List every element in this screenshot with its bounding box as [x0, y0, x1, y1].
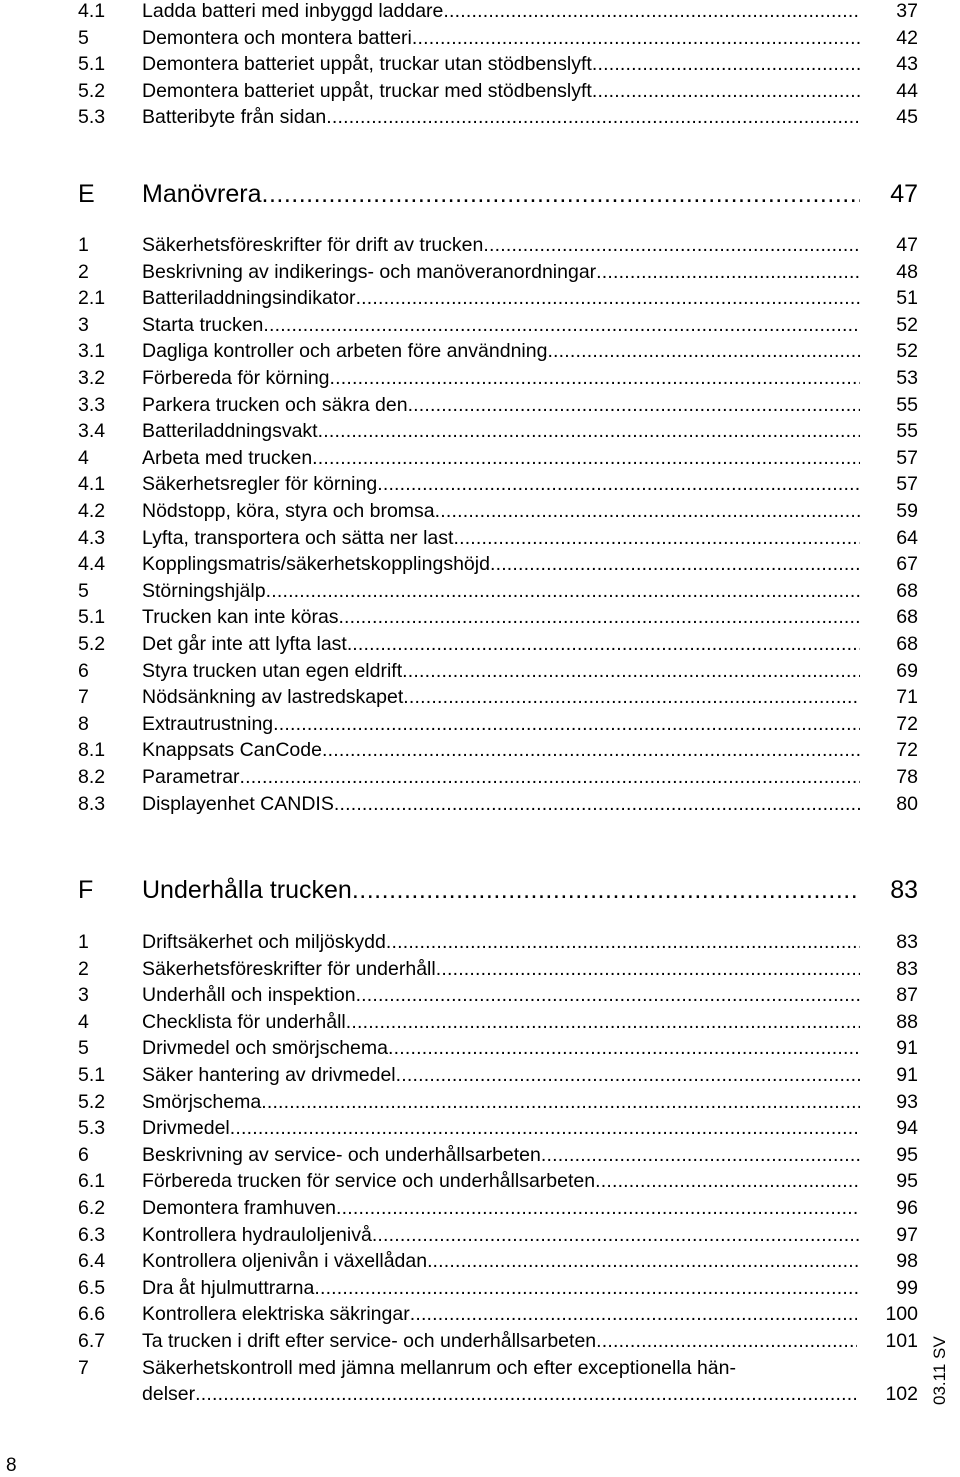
toc-entry-page: 96	[896, 1197, 918, 1219]
toc-entry-title-leader	[142, 1301, 857, 1327]
toc-entry[interactable]	[78, 1381, 918, 1407]
toc-entry[interactable]	[78, 1222, 918, 1248]
toc-entry[interactable]	[78, 929, 918, 955]
toc-entry-title: Ladda batteri med inbyggd laddare	[142, 0, 444, 22]
toc-entry-number: 8.2	[78, 766, 106, 788]
toc-entry-number: 5	[78, 1037, 89, 1060]
toc-entry-title-leader	[142, 25, 860, 51]
toc-entry-title: Dra åt hjulmuttrarna	[142, 1276, 315, 1299]
toc-entry[interactable]	[78, 1275, 918, 1301]
toc-entry-number: 7	[78, 1356, 89, 1379]
toc-entry-page: 51	[896, 287, 918, 310]
toc-entry-number: 8	[78, 712, 89, 735]
toc-entry-page: 45	[896, 106, 918, 129]
toc-entry-number: 4.4	[78, 553, 106, 576]
toc-entry[interactable]	[78, 1248, 918, 1274]
toc-entry-page: 93	[896, 1090, 918, 1113]
toc-entry-number: 4.1	[78, 0, 106, 22]
toc-entry-title-leader	[142, 471, 860, 497]
toc-entry-number: 4	[78, 446, 89, 469]
page-number: 8	[6, 1455, 17, 1476]
toc-entry[interactable]	[78, 259, 918, 285]
toc-entry-title: Underhåll och inspektion	[142, 984, 356, 1007]
toc-section-heading[interactable]	[78, 873, 918, 907]
toc-entry[interactable]	[78, 791, 918, 817]
toc-entry-page: 64	[896, 526, 918, 549]
toc-entry[interactable]	[78, 338, 918, 364]
toc-entry-page: 57	[896, 446, 918, 469]
toc-entry[interactable]	[78, 1168, 918, 1194]
toc-entry[interactable]	[78, 1115, 918, 1141]
toc-entry-title-leader	[142, 1381, 857, 1407]
toc-entry-number: 3.4	[78, 420, 106, 443]
toc-entry-title: delser	[142, 1383, 196, 1406]
toc-entry-page: 91	[896, 1037, 918, 1060]
toc-entry-number: 4.1	[78, 473, 106, 496]
toc-entry-page: 48	[896, 260, 918, 283]
toc-entry-page: 47	[896, 234, 918, 256]
toc-entry-number: 5.2	[78, 633, 106, 655]
toc-entry-title-leader	[142, 764, 860, 790]
toc-entry-page: 80	[896, 792, 918, 815]
toc-entry-page: 95	[896, 1143, 918, 1166]
toc-entry-title: Batteriladdningsindikator	[142, 287, 356, 310]
toc-entry-number: E	[78, 180, 95, 208]
toc-entry[interactable]	[78, 1355, 918, 1381]
toc-entry-title: Smörjschema	[142, 1090, 262, 1113]
toc-entry[interactable]	[78, 285, 918, 311]
toc-entry-title: Drivmedel	[142, 1117, 230, 1140]
toc-entry-page: 99	[896, 1276, 918, 1299]
toc-entry-page: 68	[896, 633, 918, 655]
toc-entry-page: 83	[896, 931, 918, 953]
toc-entry[interactable]	[78, 737, 918, 763]
toc-entry-number: 5.1	[78, 606, 106, 629]
toc-entry-title: Beskrivning av indikerings- och manöveranordningar	[142, 260, 597, 283]
toc-entry-number: 6	[78, 1143, 89, 1166]
toc-entry[interactable]	[78, 684, 918, 710]
toc-entry-title: Batteribyte från sidan	[142, 106, 327, 129]
toc-entry-number: 3	[78, 313, 89, 336]
toc-entry-title-leader	[142, 1115, 860, 1141]
toc-entry[interactable]	[78, 25, 918, 51]
toc-entry-title: Starta trucken	[142, 313, 264, 336]
toc-entry-page: 95	[896, 1170, 918, 1193]
toc-entry[interactable]	[78, 1328, 918, 1354]
toc-entry-number: 3.3	[78, 393, 106, 416]
toc-entry-title: Nödstopp, köra, styra och bromsa	[142, 500, 435, 522]
toc-entry-title: Arbeta med trucken	[142, 446, 313, 469]
toc-entry-title: Säkerhetskontroll med jämna mellanrum och efter exceptionella hän-	[142, 1356, 736, 1379]
toc-entry-title-leader	[142, 365, 860, 391]
toc-entry-title-leader	[142, 445, 860, 471]
toc-entry-page: 55	[896, 393, 918, 416]
toc-entry-number: 2	[78, 957, 89, 980]
toc-entry-title-leader	[142, 1089, 860, 1115]
toc-entry-page: 57	[896, 473, 918, 496]
toc-entry-title: Batteriladdningsvakt	[142, 420, 318, 443]
toc-entry-number: 3	[78, 984, 89, 1007]
toc-entry-title-leader	[142, 631, 860, 657]
toc-entry-title-leader	[142, 51, 860, 77]
toc-entry-title: Manövrera	[142, 180, 262, 208]
toc-section-heading[interactable]	[78, 177, 918, 211]
toc-entry-title: Kontrollera oljenivån i växellådan.	[142, 1250, 433, 1273]
toc-entry-page: 83	[896, 957, 918, 980]
toc-entry-number: 5	[78, 579, 89, 602]
toc-entry-page: 67	[896, 553, 918, 576]
toc-entry[interactable]	[78, 631, 918, 657]
toc-entry[interactable]	[78, 51, 918, 77]
toc-entry-title-leader	[142, 285, 860, 311]
toc-entry[interactable]	[78, 1035, 918, 1061]
toc-entry[interactable]	[78, 1301, 918, 1327]
toc-entry-title: Nödsänkning av lastredskapet	[142, 686, 404, 709]
toc-entry-title: Säker hantering av drivmedel	[142, 1064, 396, 1086]
toc-entry-title-leader	[142, 1062, 860, 1088]
toc-entry-title-leader	[142, 982, 860, 1008]
toc-entry-page: 52	[896, 340, 918, 363]
toc-entry-page: 47	[890, 180, 918, 208]
toc-entry-number: F	[78, 876, 94, 904]
toc-entry-title: Dagliga kontroller och arbeten före användning	[142, 340, 548, 363]
document-revision-code: 03.11 SV	[930, 1336, 949, 1405]
toc-entry[interactable]	[78, 232, 918, 258]
toc-entry-number: 2.1	[78, 287, 106, 310]
toc-entry[interactable]	[78, 658, 918, 684]
toc-entry-page: 72	[896, 712, 918, 735]
toc-entry-title: Drivmedel och smörjschema	[142, 1037, 388, 1060]
toc-entry-number: 8.3	[78, 792, 106, 815]
toc-entry-page: 55	[896, 420, 918, 443]
toc-entry-title-leader	[142, 338, 860, 364]
toc-entry-number: 6.5	[78, 1276, 106, 1299]
toc-entry-title: Beskrivning av service- och underhållsarbeten	[142, 1143, 541, 1166]
toc-entry-title: Demontera batteriet uppåt, truckar med stödbenslyft	[142, 79, 592, 102]
toc-entry-number: 6.3	[78, 1223, 106, 1246]
toc-entry-title-leader	[142, 658, 860, 684]
toc-entry-number: 6.4	[78, 1250, 106, 1273]
toc-entry-title-leader	[142, 525, 860, 551]
toc-entry-page: 78	[896, 766, 918, 788]
toc-entry[interactable]	[78, 471, 918, 497]
toc-entry[interactable]	[78, 445, 918, 471]
toc-entry-page: 68	[896, 606, 918, 629]
toc-entry[interactable]	[78, 312, 918, 338]
toc-entry-title-leader	[142, 1035, 860, 1061]
toc-entry[interactable]	[78, 104, 918, 130]
toc-entry-title: Underhålla trucken	[142, 876, 352, 904]
toc-entry-title-leader	[142, 1275, 860, 1301]
toc-entry-number: 4.2	[78, 500, 106, 522]
toc-entry-number: 5	[78, 26, 89, 49]
toc-entry-number: 5.2	[78, 1090, 106, 1113]
toc-entry[interactable]	[78, 1089, 918, 1115]
toc-entry-number: 5.2	[78, 79, 106, 102]
toc-entry-title: Säkerhetsföreskrifter för drift av trucken	[142, 234, 484, 256]
toc-entry-number: 6.6	[78, 1303, 106, 1326]
toc-entry[interactable]	[78, 551, 918, 577]
toc-entry-number: 1	[78, 931, 89, 953]
toc-entry-number: 2	[78, 260, 89, 283]
toc-entry-page: 94	[896, 1117, 918, 1140]
toc-entry-title: Driftsäkerhet och miljöskydd	[142, 931, 386, 953]
toc-entry-title-leader	[142, 418, 860, 444]
toc-entry-title-leader	[142, 551, 860, 577]
toc-entry-title-leader	[142, 1168, 860, 1194]
toc-entry-title: Demontera framhuven	[142, 1197, 337, 1219]
toc-entry-title: Demontera batteriet uppåt, truckar utan stödbenslyft	[142, 53, 592, 76]
toc-entry[interactable]	[78, 1142, 918, 1168]
toc-entry-title: Säkerhetsregler för körning	[142, 473, 378, 496]
toc-entry-page: 52	[896, 313, 918, 336]
toc-entry-title: Förbereda för körning	[142, 367, 330, 389]
toc-entry-title-leader	[142, 1009, 860, 1035]
toc-entry-page: 101	[885, 1330, 918, 1352]
toc-entry-number: 6.7	[78, 1330, 106, 1352]
toc-entry-number: 4.3	[78, 526, 106, 549]
toc-entry-title-leader	[142, 791, 860, 817]
toc-entry-title: Kopplingsmatris/säkerhetskopplingshöjd	[142, 553, 490, 576]
toc-entry-page: 44	[896, 79, 918, 102]
toc-entry-number: 5.3	[78, 1117, 106, 1140]
toc-entry-page: 100	[885, 1303, 918, 1326]
toc-entry-number: 6	[78, 659, 89, 682]
toc-entry-title-leader	[142, 1355, 860, 1381]
toc-entry[interactable]	[78, 764, 918, 790]
toc-entry-number: 5.1	[78, 53, 106, 76]
toc-entry-number: 6.1	[78, 1170, 106, 1193]
toc-entry-number: 7	[78, 686, 89, 709]
toc-entry-page: 37	[896, 0, 918, 22]
toc-entry[interactable]	[78, 0, 918, 24]
toc-entry-page: 97	[896, 1223, 918, 1246]
toc-entry-title-leader	[142, 604, 860, 630]
toc-entry-title-leader	[142, 259, 860, 285]
toc-entry-page: 72	[896, 739, 918, 762]
toc-entry-title-leader	[142, 177, 860, 211]
toc-entry-title: Säkerhetsföreskrifter för underhåll	[142, 957, 436, 980]
toc-entry-title: Ta trucken i drift efter service- och underhållsarbeten	[142, 1330, 597, 1352]
toc-entry-number: 1	[78, 234, 89, 256]
toc-entry-title: Det går inte att lyfta last.	[142, 633, 353, 655]
toc-entry-title-leader	[142, 0, 860, 24]
toc-entry-title: Förbereda trucken för service och underhållsarbeten	[142, 1170, 596, 1193]
toc-entry[interactable]	[78, 982, 918, 1008]
toc-entry-title-leader	[142, 873, 860, 907]
toc-entry-page: 68	[896, 579, 918, 602]
toc-entry-number: 5.3	[78, 106, 106, 129]
toc-entry-title-leader	[142, 684, 860, 710]
toc-entry-title-leader	[142, 711, 860, 737]
toc-entry-page: 87	[896, 984, 918, 1007]
toc-entry-title-leader	[142, 1328, 857, 1354]
toc-entry-title-leader	[142, 1195, 860, 1221]
toc-entry-title: Trucken kan inte köras.	[142, 606, 344, 629]
toc-entry-page: 98	[896, 1250, 918, 1273]
toc-entry-page: 102	[885, 1383, 918, 1406]
toc-entry-title: Demontera och montera batteri	[142, 26, 412, 49]
toc-entry[interactable]	[78, 711, 918, 737]
toc-entry-page: 83	[890, 876, 918, 904]
toc-entry-number: 5.1	[78, 1064, 106, 1086]
toc-entry-title-leader	[142, 104, 860, 130]
toc-entry-title: Displayenhet CANDIS	[142, 792, 334, 815]
toc-entry-title: Parametrar	[142, 766, 240, 788]
toc-entry-title: Lyfta, transportera och sätta ner last	[142, 526, 454, 549]
toc-entry-title: Kontrollera elektriska säkringar	[142, 1303, 410, 1326]
toc-entry-page: 42	[896, 26, 918, 49]
toc-entry[interactable]	[78, 392, 918, 418]
toc-entry-number: 3.1	[78, 340, 106, 363]
toc-entry-title-leader	[142, 578, 860, 604]
toc-entry-page: 91	[896, 1064, 918, 1086]
toc-entry-title: Extrautrustning	[142, 712, 274, 735]
toc-entry[interactable]	[78, 1062, 918, 1088]
toc-entry[interactable]	[78, 1009, 918, 1035]
toc-entry-title-leader	[142, 1222, 860, 1248]
toc-entry-title: Kontrollera hydrauloljenivå	[142, 1223, 372, 1246]
toc-entry-page: 88	[896, 1010, 918, 1033]
toc-entry[interactable]	[78, 525, 918, 551]
toc-entry-page: 71	[896, 686, 918, 709]
toc-entry[interactable]	[78, 578, 918, 604]
toc-entry-title: Knappsats CanCode	[142, 739, 322, 762]
toc-entry-title-leader	[142, 78, 860, 104]
toc-entry[interactable]	[78, 365, 918, 391]
toc-entry-page: 53	[896, 367, 918, 389]
toc-entry[interactable]	[78, 1195, 918, 1221]
toc-entry-title-leader	[142, 929, 860, 955]
toc-entry-page: 43	[896, 53, 918, 76]
toc-entry-number: 8.1	[78, 739, 106, 762]
toc-entry-title-leader	[142, 1248, 860, 1274]
toc-entry-title-leader	[142, 232, 860, 258]
toc-entry-title-leader	[142, 392, 860, 418]
toc-entry-number: 3.2	[78, 367, 106, 389]
toc-entry-title: Störningshjälp	[142, 579, 266, 602]
toc-entry[interactable]	[78, 78, 918, 104]
toc-entry-title-leader	[142, 312, 860, 338]
toc-entry-title-leader	[142, 1142, 860, 1168]
toc-entry-title-leader	[142, 737, 860, 763]
toc-entry-number: 4	[78, 1010, 89, 1033]
toc-entry-title: Parkera trucken och säkra den	[142, 393, 408, 416]
toc-entry-title: Checklista för underhåll	[142, 1010, 346, 1033]
toc-entry[interactable]	[78, 956, 918, 982]
toc-entry-page: 69	[896, 659, 918, 682]
toc-entry-page: 59	[896, 500, 918, 522]
toc-entry[interactable]	[78, 498, 918, 524]
toc-entry-title: Styra trucken utan egen eldrift	[142, 659, 403, 682]
toc-entry-title-leader	[142, 956, 860, 982]
toc-entry-number: 6.2	[78, 1197, 106, 1219]
toc-entry-title-leader	[142, 498, 860, 524]
toc-entry[interactable]	[78, 604, 918, 630]
toc-entry[interactable]	[78, 418, 918, 444]
